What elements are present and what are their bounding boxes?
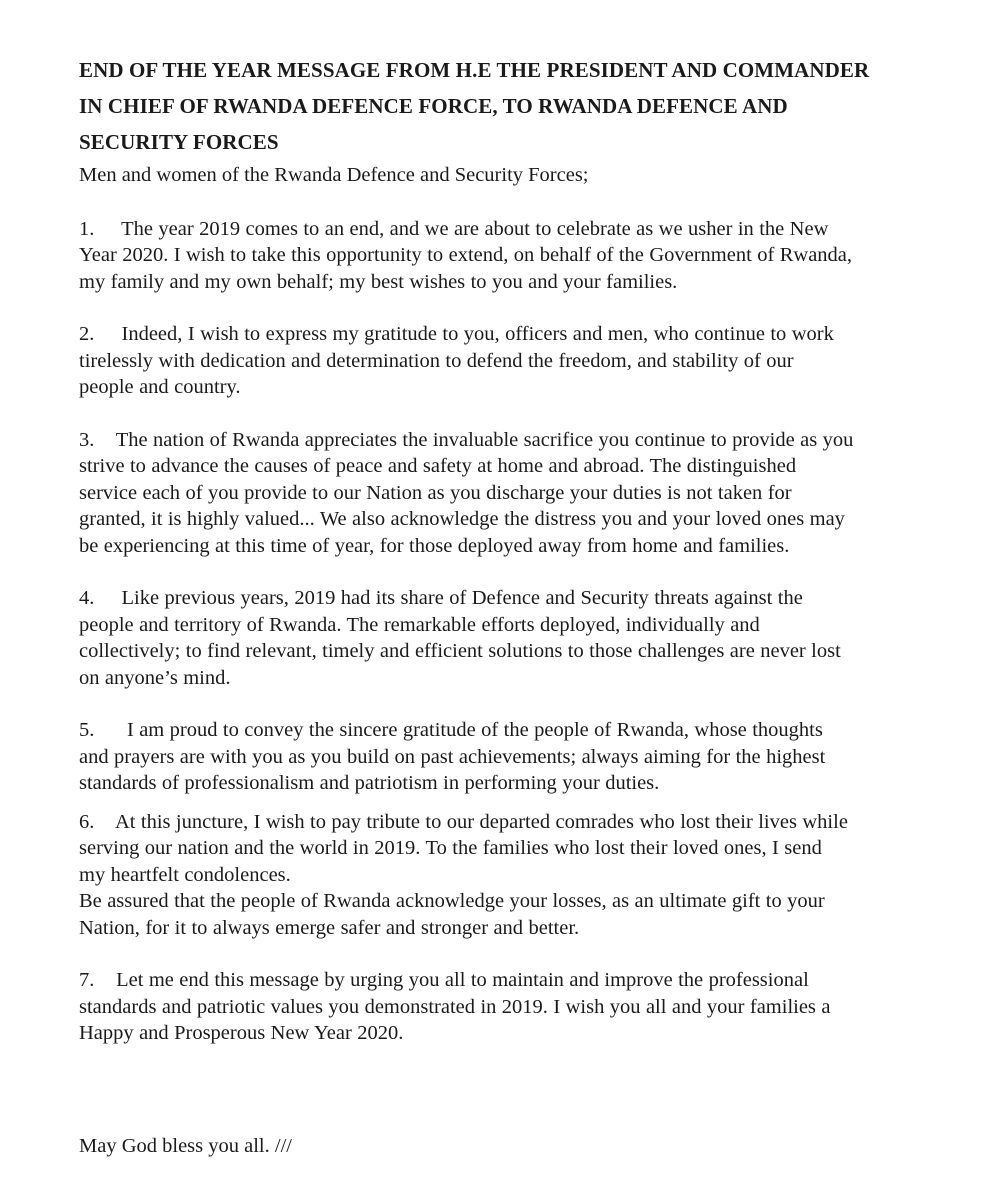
paragraph-1	[79, 216, 959, 296]
paragraph-line	[79, 427, 959, 454]
paragraph-line: on anyone’s mind.	[79, 666, 231, 689]
paragraph-line: tirelessly with dedication and determination to defend the freedom, and stability of our	[79, 349, 794, 372]
paragraph-line: serving our nation and the world in 2019. To the families who lost their loved ones, I send	[79, 837, 822, 859]
paragraph-line: service each of you provide to our Nation as you discharge your duties is not taken for	[79, 481, 792, 504]
paragraph-line: people and country.	[79, 376, 241, 398]
paragraph-line: people and territory of Rwanda. The remarkable efforts deployed, individually and	[79, 613, 760, 636]
paragraph-text: Like previous years, 2019 had its share of Defence and Security threats against the	[121, 587, 803, 609]
paragraph-text: Let me end this message by urging you all to maintain and improve the professional	[116, 969, 809, 991]
paragraph-number: 6.	[79, 810, 115, 833]
paragraph-line: standards of professionalism and patriotism in performing your duties.	[79, 772, 660, 794]
paragraph-number: 5.	[79, 719, 127, 741]
paragraph-line: granted, it is highly valued... We also acknowledge the distress you and your loved ones may	[79, 508, 845, 530]
paragraph-line: and prayers are with you as you build on past achievements; always aiming for the highest	[79, 745, 826, 768]
title-line: SECURITY FORCES	[79, 130, 279, 154]
paragraph-line: my family and my own behalf; my best wishes to you and your families.	[79, 270, 678, 293]
paragraph-number: 7.	[79, 969, 117, 991]
title-line: IN CHIEF OF RWANDA DEFENCE FORCE, TO RWANDA DEFENCE AND	[79, 94, 788, 118]
paragraph-line: be experiencing at this time of year, for those deployed away from home and families.	[79, 534, 790, 557]
paragraph-line	[79, 321, 959, 348]
paragraph-2	[79, 321, 959, 401]
paragraph-line	[79, 216, 959, 243]
paragraph-text: The nation of Rwanda appreciates the invaluable sacrifice you continue to provide as you	[115, 428, 854, 451]
paragraph-5	[79, 717, 959, 797]
paragraph-text: At this juncture, I wish to pay tribute to our departed comrades who lost their lives while	[114, 810, 848, 833]
paragraph-3	[79, 427, 959, 560]
paragraph-line: Nation, for it to always emerge safer and stronger and better.	[79, 916, 580, 939]
paragraph-number: 3.	[79, 428, 116, 451]
paragraph-text: Indeed, I wish to express my gratitude to you, officers and men, who continue to work	[121, 323, 834, 345]
paragraph-line	[79, 967, 959, 994]
paragraph-4	[79, 585, 959, 691]
paragraph-text: The year 2019 comes to an end, and we are about to celebrate as we usher in the New	[121, 217, 829, 240]
paragraph-line: standards and patriotic values you demonstrated in 2019. I wish you all and your families a	[79, 995, 831, 1018]
closing-blessing: May God bless you all. ///	[79, 1134, 292, 1157]
paragraph-number: 2.	[79, 323, 122, 345]
paragraph-line	[79, 585, 959, 612]
document-title	[79, 52, 959, 160]
paragraph-7	[79, 967, 959, 1047]
paragraph-number: 4.	[79, 587, 122, 609]
paragraph-6	[79, 809, 959, 942]
paragraph-line: strive to advance the causes of peace and safety at home and abroad. The distinguished	[79, 455, 797, 477]
paragraph-line: Year 2020. I wish to take this opportunity to extend, on behalf of the Government of Rwanda,	[79, 244, 853, 266]
document-page	[79, 52, 959, 1157]
paragraph-text: I am proud to convey the sincere gratitude of the people of Rwanda, whose thoughts	[126, 719, 823, 741]
paragraph-line	[79, 809, 959, 836]
paragraph-line: my heartfelt condolences.	[79, 863, 291, 886]
title-line: END OF THE YEAR MESSAGE FROM H.E THE PRESIDENT AND COMMANDER	[79, 58, 870, 82]
paragraph-number: 1.	[79, 217, 122, 240]
paragraph-line: Happy and Prosperous New Year 2020.	[79, 1022, 404, 1044]
paragraph-line	[79, 717, 959, 744]
paragraph-line: Be assured that the people of Rwanda acknowledge your losses, as an ultimate gift to your	[79, 890, 825, 912]
salutation: Men and women of the Rwanda Defence and Security Forces;	[79, 164, 589, 186]
paragraph-line: collectively; to find relevant, timely and efficient solutions to those challenges are never lost	[79, 640, 841, 662]
